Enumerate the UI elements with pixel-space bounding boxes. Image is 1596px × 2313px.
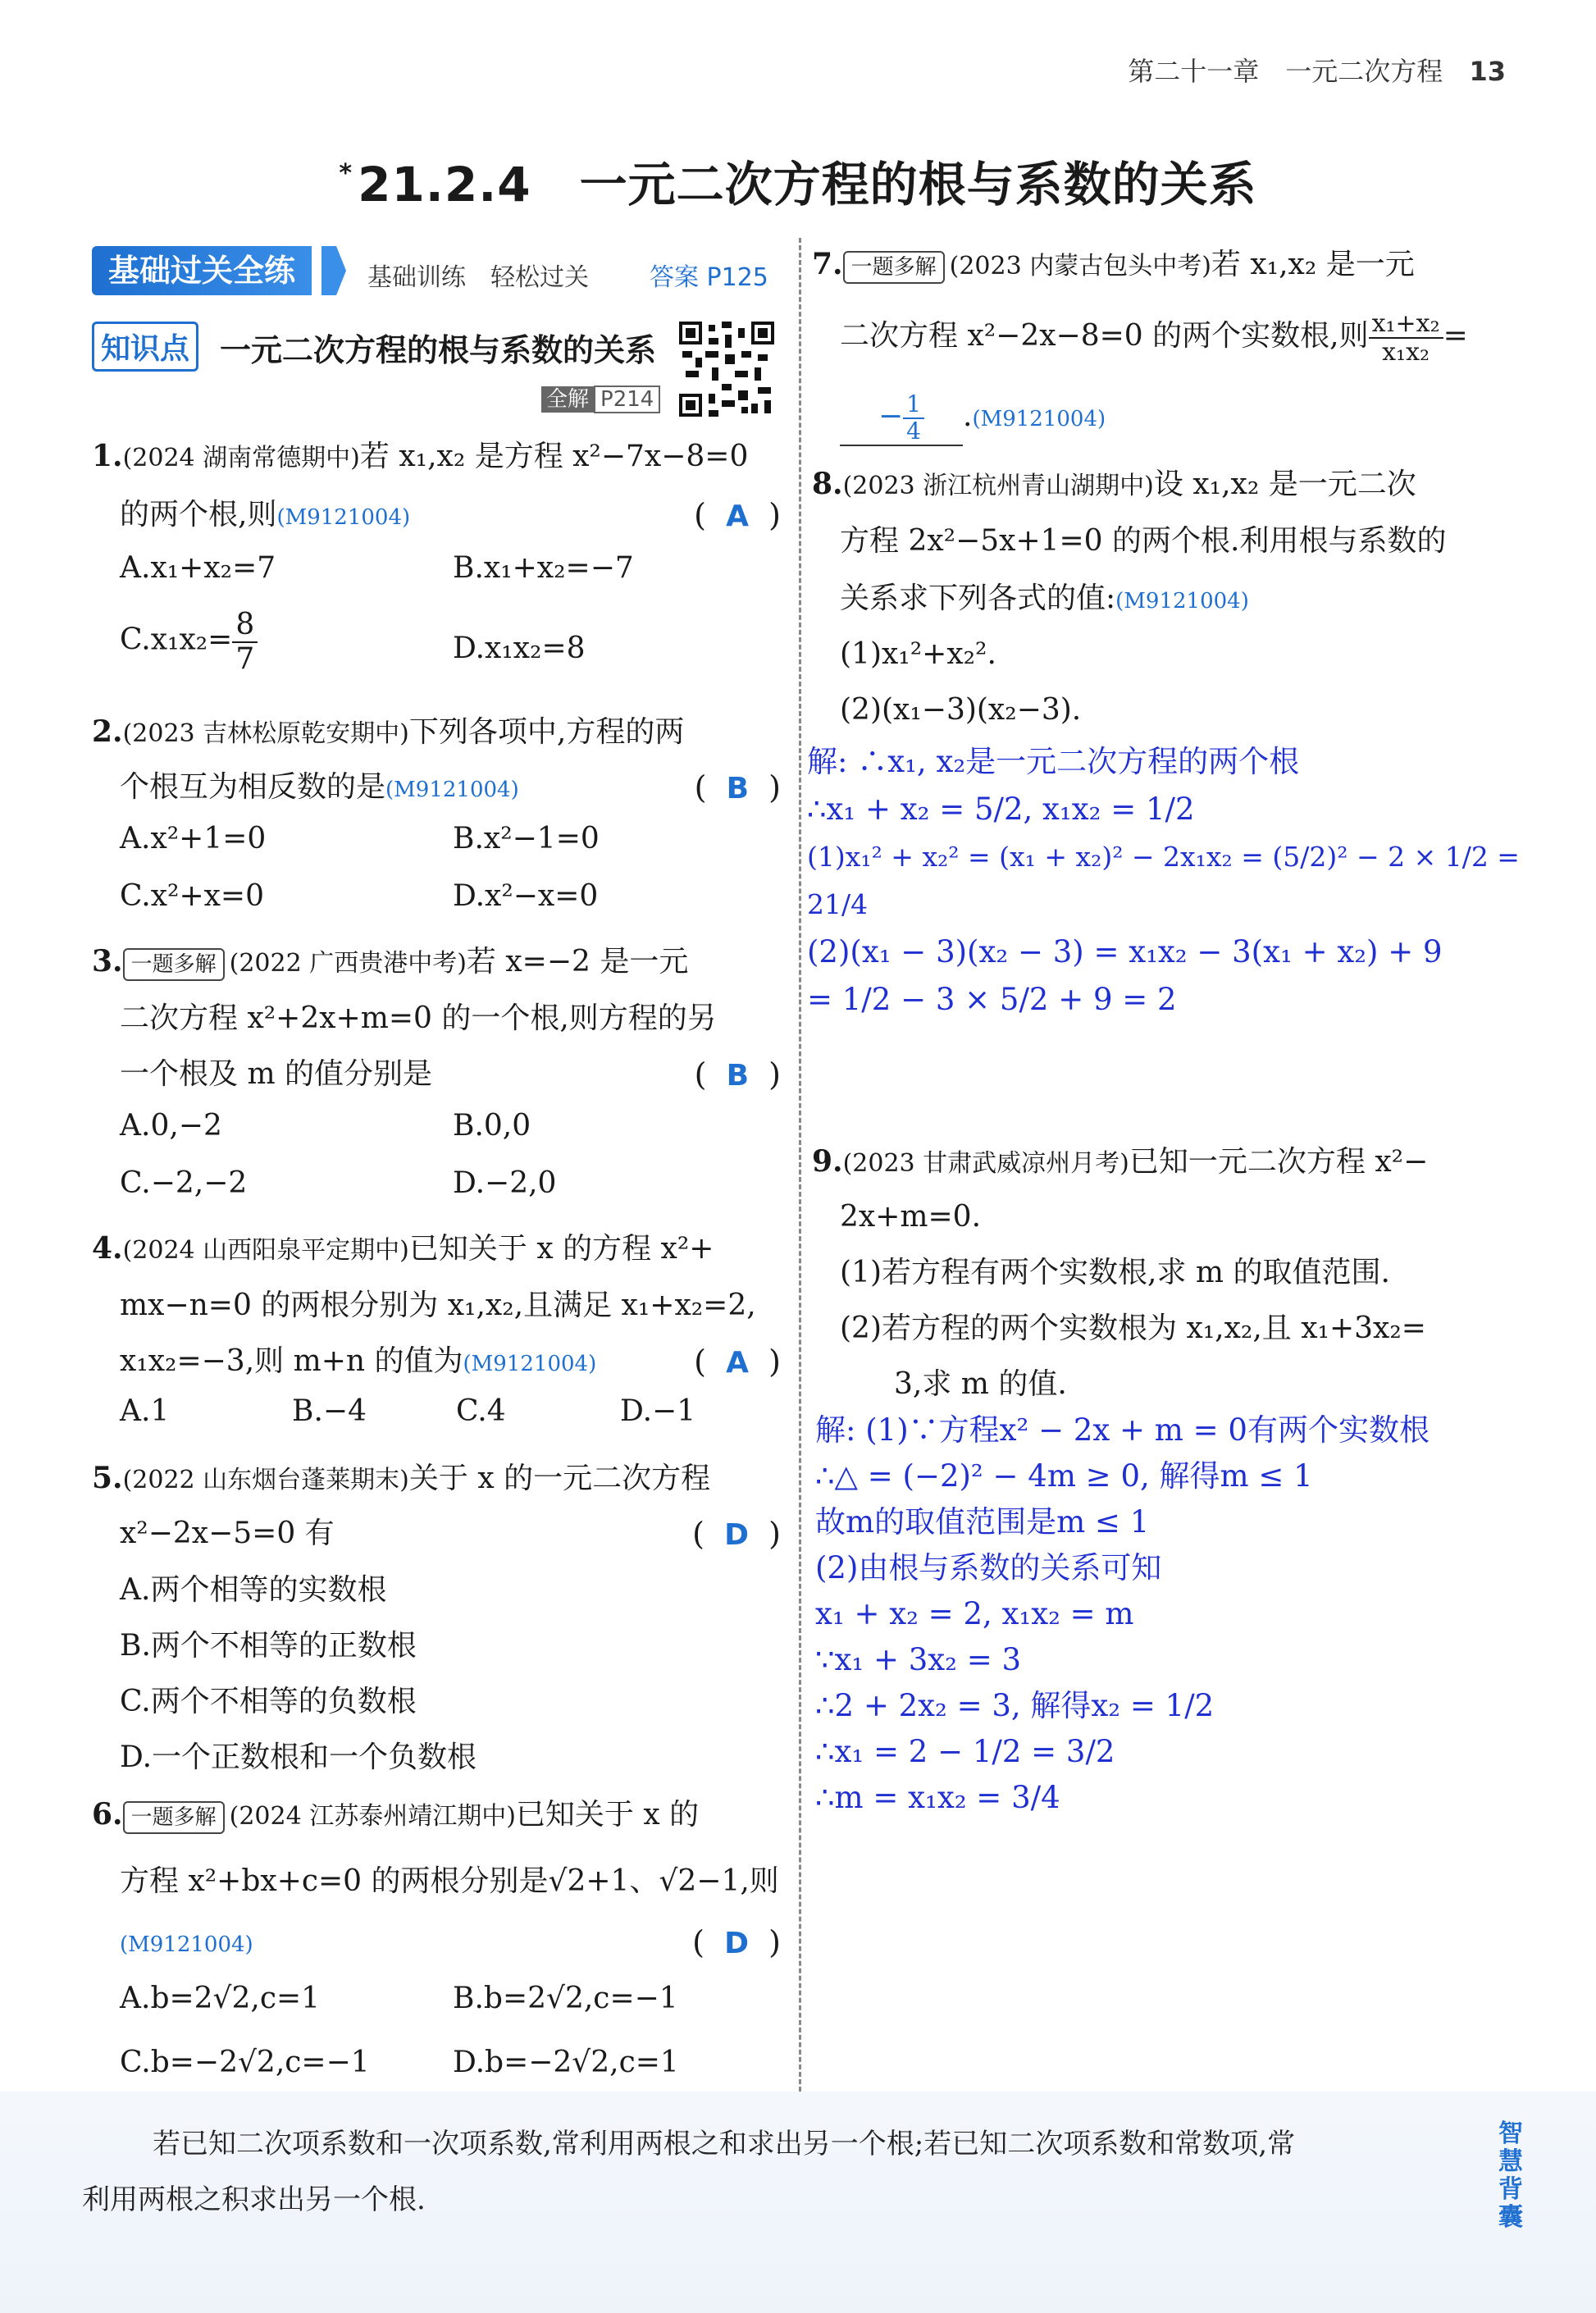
solution-line: ∵x₁ + 3x₂ = 3 [815, 1642, 1022, 1677]
question-code: (M9121004) [385, 778, 519, 802]
full-solution-ref [541, 382, 660, 413]
question-9-part2: (2)若方程的两个实数根为 x₁,x₂,且 x₁+3x₂= [840, 1312, 1426, 1345]
answer-bracket: ( A ) [694, 497, 781, 533]
solution-line: 解: (1)∵方程x² − 2x + m = 0有两个实数根 [815, 1412, 1430, 1448]
question-9 [812, 1135, 1509, 1190]
option-c: C.b=−2√2,c=−1 [120, 2046, 370, 2079]
solution-line: (2)(x₁ − 3)(x₂ − 3) = x₁x₂ − 3(x₁ + x₂) + 9 [807, 934, 1443, 969]
question-6-line3 [120, 1916, 781, 1971]
question-source: (2024 山西阳泉平定期中) [122, 1236, 409, 1265]
answer-choice: A [726, 1346, 750, 1380]
solution-line: (2)由根与系数的关系可知 [815, 1550, 1162, 1585]
section-title [0, 146, 1596, 215]
title-text: 21.2.4 一元二次方程的根与系数的关系 [358, 157, 1257, 212]
banner-arrow [321, 246, 346, 295]
option-a: A.0,−2 [120, 1109, 222, 1143]
knowledge-point-tag: 知识点 [92, 322, 198, 372]
option-a: A.x₁+x₂=7 [120, 551, 276, 585]
question-stem: 一个根及 m 的值分别是 [120, 1057, 433, 1091]
option-c: C.两个不相等的负数根 [120, 1685, 417, 1718]
question-number: 1. [92, 439, 123, 473]
question-stem: 二次方程 x²−2x−8=0 的两个实数根,则 [840, 319, 1369, 353]
answer-choice: D [724, 1927, 750, 1960]
question-stem: 若 x₁,x₂ 是方程 x²−7x−8=0 [359, 440, 749, 473]
sidebar-label: 智慧背囊 [1498, 2119, 1523, 2232]
chapter-label: 第二十一章 一元二次方程 [1128, 56, 1443, 87]
tip-line: 利用两根之积求出另一个根. [82, 2183, 426, 2216]
question-number: 4. [92, 1231, 123, 1266]
fill-blank [840, 390, 963, 446]
solution-line: ∴x₁ + x₂ = 5/2, x₁x₂ = 1/2 [807, 792, 1195, 827]
question-stem: 已知关于 x 的方程 x²+ [408, 1232, 714, 1266]
question-stem: 关于 x 的一元二次方程 [408, 1462, 711, 1495]
question-9-line2: 2x+m=0. [840, 1200, 982, 1234]
page-number: 13 [1469, 56, 1506, 87]
option-a: A.x²+1=0 [120, 822, 267, 855]
question-7-line2 [840, 310, 1529, 366]
blank-sign: − [878, 399, 904, 433]
question-8-line3 [840, 573, 1529, 627]
question-7-line3: − $\frac{1}{4}$ .(M9121004) [840, 390, 1529, 446]
question-stem: 若 x=−2 是一元 [466, 945, 689, 979]
solution-line: ∴2 + 2x₂ = 3, 解得x₂ = 1/2 [815, 1688, 1215, 1723]
question-source: (2024 江苏泰州靖江期中) [229, 1802, 516, 1831]
q8-solution [807, 738, 1529, 1024]
question-4-line3 [120, 1335, 781, 1390]
answer-bracket: ( A ) [694, 1344, 781, 1380]
answer-bracket: ( B ) [694, 769, 781, 805]
option-a: A.b=2√2,c=1 [120, 1982, 321, 2015]
option-c-text: C.x₁x₂= [120, 623, 233, 657]
question-number: 9. [812, 1144, 843, 1179]
question-code: (M9121004) [1115, 589, 1249, 614]
question-6-line2: 方程 x²+bx+c=0 的两根分别是√2+1、√2−1,则 [120, 1864, 779, 1898]
question-stem: x²−2x−5=0 有 [120, 1517, 335, 1550]
question-4 [92, 1222, 781, 1277]
question-number: 2. [92, 714, 123, 749]
question-9-part1: (1)若方程有两个实数根,求 m 的取值范围. [840, 1256, 1390, 1289]
option-d: D.b=−2√2,c=1 [453, 2046, 679, 2079]
column-divider [799, 238, 801, 2092]
question-source: (2023 浙江杭州青山湖期中) [842, 472, 1154, 500]
section-banner: 基础过关全练 [92, 246, 312, 295]
multi-solution-tag: 一题多解 [843, 251, 945, 284]
question-source: (2023 甘肃武威凉州月考) [842, 1149, 1129, 1178]
full-solution-key: 全解 [541, 386, 594, 413]
question-1-line2 [120, 489, 781, 544]
solution-line: x₁ + x₂ = 2, x₁x₂ = m [815, 1596, 1134, 1631]
tip-line: 若已知二次项系数和一次项系数,常利用两根之和求出另一个根;若已知二次项系数和常数项,常 [153, 2128, 1296, 2160]
fraction-denominator: 7 [235, 641, 255, 676]
option-b: B.x₁+x₂=−7 [453, 551, 634, 585]
option-b: B.两个不相等的正数根 [120, 1629, 417, 1663]
question-7 [812, 238, 1509, 293]
question-stem: 设 x₁,x₂ 是一元二次 [1153, 468, 1416, 501]
multi-solution-tag: 一题多解 [123, 1801, 225, 1834]
running-header [1128, 51, 1506, 89]
question-9-part2-cont: 3,求 m 的值. [894, 1367, 1067, 1401]
question-stem: 个根互为相反数的是 [120, 770, 386, 804]
question-stem: x₁x₂=−3,则 m+n 的值为 [120, 1344, 463, 1378]
question-number: 6. [92, 1797, 123, 1832]
question-8 [812, 458, 1509, 513]
question-5 [92, 1452, 781, 1507]
fraction-numerator: 1 [903, 392, 924, 419]
equals-sign: = [1443, 319, 1468, 353]
question-stem: 下列各项中,方程的两 [408, 715, 685, 749]
question-1 [92, 430, 781, 485]
question-source: (2022 山东烟台蓬莱期末) [122, 1466, 409, 1494]
question-5-line2 [120, 1508, 781, 1560]
option-a: A.1 [120, 1394, 170, 1428]
question-source: (2022 广西贵港中考) [229, 949, 467, 978]
option-d: D.一个正数根和一个负数根 [120, 1740, 477, 1774]
solution-line: ∴x₁ = 2 − 1/2 = 3/2 [815, 1734, 1115, 1769]
question-stem: 若 x₁,x₂ 是一元 [1211, 248, 1415, 281]
option-d: D.x₁x₂=8 [453, 632, 586, 665]
question-stem: 已知关于 x 的 [515, 1798, 700, 1832]
solution-line: 故m的取值范围是m ≤ 1 [815, 1504, 1150, 1540]
full-solution-page: P214 [594, 386, 660, 413]
solution-line: ∴△ = (−2)² − 4m ≥ 0, 解得m ≤ 1 [815, 1458, 1313, 1494]
option-d: D.x²−x=0 [453, 879, 599, 913]
option-a: A.两个相等的实数根 [120, 1573, 387, 1607]
q9-solution [815, 1407, 1521, 1821]
option-b: B.−4 [292, 1394, 367, 1428]
question-code: (M9121004) [972, 407, 1106, 431]
solution-line: (1)x₁² + x₂² = (x₁ + x₂)² − 2x₁x₂ = (5/2)² − 2 × 1/2 = 21/4 [807, 841, 1520, 920]
option-d: D.−2,0 [453, 1166, 557, 1200]
question-number: 5. [92, 1461, 123, 1495]
question-3-line2: 二次方程 x²+2x+m=0 的一个根,则方程的另 [120, 1001, 717, 1035]
option-b: B.b=2√2,c=−1 [453, 1982, 678, 2015]
option-c: C.−2,−2 [120, 1166, 248, 1200]
question-3 [92, 935, 781, 990]
option-c: C.x²+x=0 [120, 879, 264, 913]
question-code: (M9121004) [463, 1352, 597, 1376]
question-3-line3 [120, 1048, 781, 1101]
fraction-numerator: x₁+x₂ [1369, 310, 1443, 339]
question-6 [92, 1788, 781, 1843]
question-source: (2023 内蒙古包头中考) [949, 252, 1211, 281]
question-number: 8. [812, 467, 843, 501]
answer-choice: D [724, 1518, 750, 1552]
solution-line: 解: ∴x₁, x₂是一元二次方程的两个根 [807, 744, 1300, 779]
question-2-line2 [120, 761, 781, 816]
question-8-part2: (2)(x₁−3)(x₂−3). [840, 693, 1082, 727]
option-b: B.x²−1=0 [453, 822, 600, 855]
answer-bracket: ( D ) [692, 1516, 781, 1552]
question-code: (M9121004) [276, 505, 411, 530]
answer-bracket: ( B ) [694, 1056, 781, 1093]
knowledge-point-title: 一元二次方程的根与系数的关系 [220, 332, 657, 368]
question-stem: 的两个根,则 [120, 498, 277, 531]
option-c [120, 609, 258, 675]
answer-choice: B [726, 772, 750, 805]
question-number: 7. [812, 247, 843, 281]
question-8-part1: (1)x₁²+x₂². [840, 637, 996, 671]
answer-reference: 答案 P125 [650, 263, 768, 292]
multi-solution-tag: 一题多解 [123, 948, 225, 981]
solution-line: ∴m = x₁x₂ = 3/4 [815, 1780, 1060, 1815]
question-4-line2: mx−n=0 的两根分别为 x₁,x₂,且满足 x₁+x₂=2, [120, 1289, 756, 1322]
answer-bracket: ( D ) [692, 1924, 781, 1960]
question-stem: 已知一元二次方程 x²− [1129, 1145, 1429, 1179]
question-source: (2023 吉林松原乾安期中) [122, 719, 409, 748]
answer-choice: A [726, 500, 750, 533]
qr-code-icon[interactable] [679, 322, 774, 417]
option-d: D.−1 [620, 1394, 696, 1428]
fraction-numerator: 8 [232, 609, 258, 643]
question-code: (M9121004) [120, 1932, 253, 1957]
solution-line: = 1/2 − 3 × 5/2 + 9 = 2 [807, 982, 1177, 1017]
question-8-line2: 方程 2x²−5x+1=0 的两个根.利用根与系数的 [840, 524, 1447, 558]
option-c: C.4 [456, 1394, 506, 1428]
answer-choice: B [726, 1059, 750, 1093]
question-stem: 关系求下列各式的值: [840, 582, 1116, 615]
banner-subtitle: 基础训练 轻松过关 [367, 263, 589, 292]
tip-text [82, 2116, 1427, 2228]
option-b: B.0,0 [453, 1109, 531, 1143]
question-2 [92, 705, 781, 760]
title-star: * [339, 159, 353, 188]
fraction-denominator: 4 [906, 417, 921, 445]
question-number: 3. [92, 944, 123, 979]
question-source: (2024 湖南常德期中) [122, 444, 360, 472]
fraction-denominator: x₁x₂ [1382, 338, 1430, 367]
